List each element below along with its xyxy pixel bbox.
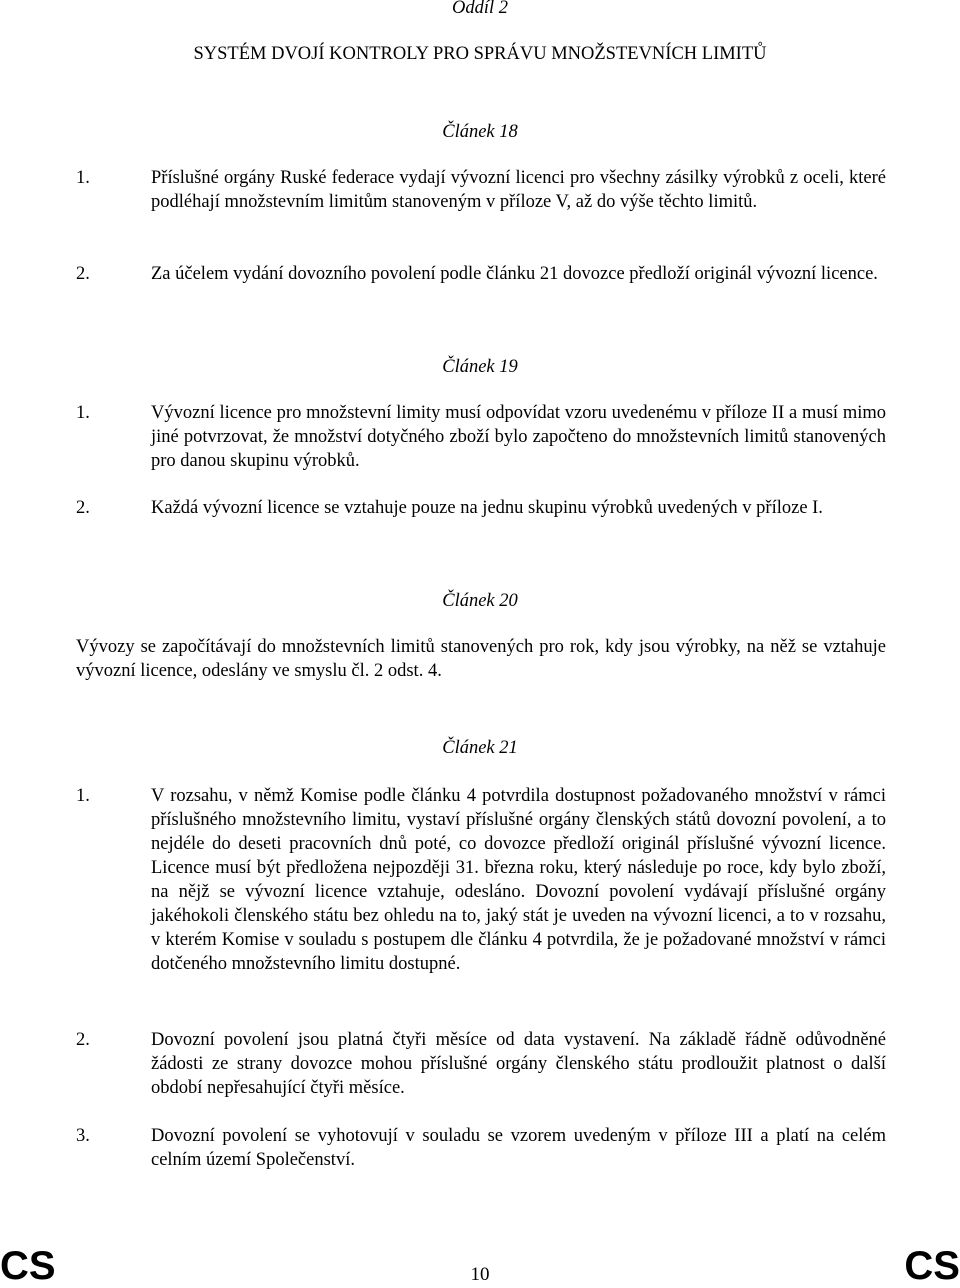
article-21-p1-text: V rozsahu, v němž Komise podle článku 4 potvrdila dostupnost požadovaného množství v rámci příslušného množstevního limitu, vystaví příslušné orgány členských států dovozní povolení, a to nejdéle do deseti pracovních dnů poté, co dovozce předloží originál příslušné vývozní licence. Licence musí být předložena nejpozději 31. března roku, který následuje po roce, kdy bylo zboží, na nějž se vývozní licence vztahuje, odesláno. Dovozní povolení vydávají příslušné orgány jakéhokoli členského státu bez ohledu na to, jaký stát je uveden na vývozní licenci, a to v rozsahu, v kterém Komise v souladu s postupem dle článku 4 potvrdila, že je požadované množství v rámci dotčeného množstevního limitu dostupné. <box>151 786 886 974</box>
article-19-p2-text: Každá vývozní licence se vztahuje pouze na jednu skupinu výrobků uvedených v příloze I. <box>151 498 823 518</box>
article-21-heading: Článek 21 <box>442 738 518 758</box>
section-label: Oddíl 2 <box>451 0 508 18</box>
article-19-heading: Článek 19 <box>442 357 518 377</box>
article-19-p1-text: Vývozní licence pro množstevní limity musí odpovídat vzoru uvedenému v příloze II a musí mimo jiné potvrzovat, že množství dotyčného zboží bylo započteno do množstevních limitů stanovených pro danou skupinu výrobků. <box>151 403 886 471</box>
article-18-p1-number: 1. <box>76 168 90 188</box>
article-18-heading: Článek 18 <box>442 122 518 142</box>
section-title: SYSTÉM DVOJÍ KONTROLY PRO SPRÁVU MNOŽSTEVNÍCH LIMITŮ <box>193 44 767 64</box>
article-21-p2-number: 2. <box>76 1030 90 1050</box>
article-21-p1-number: 1. <box>76 786 90 806</box>
article-19-p2-number: 2. <box>76 498 90 518</box>
article-20-text: Vývozy se započítávají do množstevních limitů stanovených pro rok, kdy jsou výrobky, na něž se vztahuje vývozní licence, odeslány ve smyslu čl. 2 odst. 4. <box>76 637 886 681</box>
language-code-left: CS <box>0 1244 56 1288</box>
article-20-heading: Článek 20 <box>442 591 518 611</box>
article-18-p1-text: Příslušné orgány Ruské federace vydají vývozní licenci pro všechny zásilky výrobků z oceli, které podléhají množstevním limitům stanoveným v příloze V, až do výše těchto limitů. <box>151 168 886 212</box>
article-19-p1-number: 1. <box>76 403 90 423</box>
page-number: 10 <box>470 1264 490 1285</box>
language-code-right: CS <box>904 1244 960 1288</box>
article-18-p2-number: 2. <box>76 264 90 284</box>
article-21-p2-text: Dovozní povolení jsou platná čtyři měsíce od data vystavení. Na základě řádně odůvodněné žádosti ze strany dovozce mohou příslušné orgány členského státu prodloužit platnost o další období nepřesahující čtyři měsíce. <box>151 1030 886 1098</box>
article-18-p2-text: Za účelem vydání dovozního povolení podle článku 21 dovozce předloží originál vývozní licence. <box>151 264 878 284</box>
article-21-p3-text: Dovozní povolení se vyhotovují v souladu se vzorem uvedeným v příloze III a platí na celém celním území Společenství. <box>151 1126 886 1170</box>
article-21-p3-number: 3. <box>76 1126 90 1146</box>
